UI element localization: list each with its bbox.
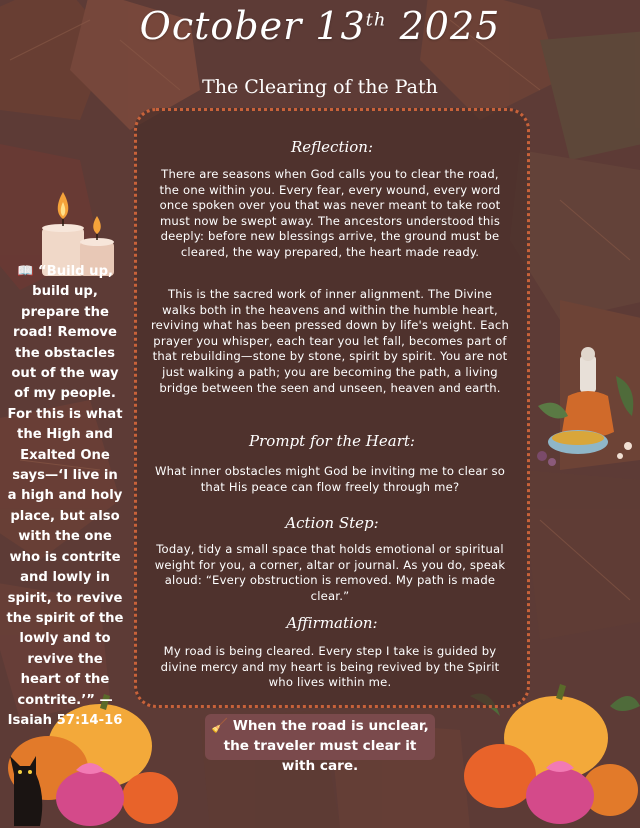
title-date: October 13 [139, 4, 366, 48]
reflection-paragraph-2: This is the sacred work of inner alignment. The Divine walks both in the heavens and within the humble heart, reviving what has been pressed down by life's weight. Each prayer you whisper, each tear you let fall, becomes part of that rebuilding—stone by stone, spirit by spirit. You are not just walking a path; you are becoming the path, a living bridge between the seen and unseen, heaven and earth. [150, 287, 510, 395]
prompt-text: What inner obstacles might God be inviting me to clear so that His peace can flow freely through me? [154, 464, 506, 494]
reflection-paragraph-1: There are seasons when God calls you to clear the road, the one within you. Every fear, every wound, every word once spoken over you that was never meant to take root must now be swept away. The ancestors understood this deeply: before new blessings arrive, the ground must be cleared, the way prepared, the heart made ready. [159, 167, 501, 259]
action-heading: Action Step: [285, 514, 379, 532]
page-title [0, 4, 640, 48]
title-date-suffix: th [365, 9, 387, 31]
title-year: 2025 [399, 4, 501, 48]
reflection-heading: Reflection: [290, 138, 374, 156]
affirmation-heading: Affirmation: [286, 614, 378, 632]
herbs-bottle-illustration [528, 346, 640, 470]
page-subtitle: The Clearing of the Path [202, 76, 438, 98]
banner-text: 🧹 When the road is unclear, the traveler must clear it with care. [211, 718, 429, 774]
action-text: Today, tidy a small space that holds emotional or spiritual weight for you, a corner, altar or journal. As you do, speak aloud: “Every obstruction is removed. My path is made clear.” [154, 542, 506, 603]
prompt-heading: Prompt for the Heart: [249, 432, 415, 450]
affirmation-text: My road is being cleared. Every step I take is guided by divine mercy and my heart is being revived by the Spirit who lives within me. [160, 644, 500, 690]
scripture-verse: 📖 “Build up, build up, prepare the road! Remove the obstacles out of the way of my people. For this is what the High and Exalted One says—‘I live in a high and holy place, but also with the one who is contrite and lowly in spirit, to revive the spirit of the lowly and to revive the heart of the contrite.’” — Isaiah 57:14-16 [6, 264, 124, 728]
